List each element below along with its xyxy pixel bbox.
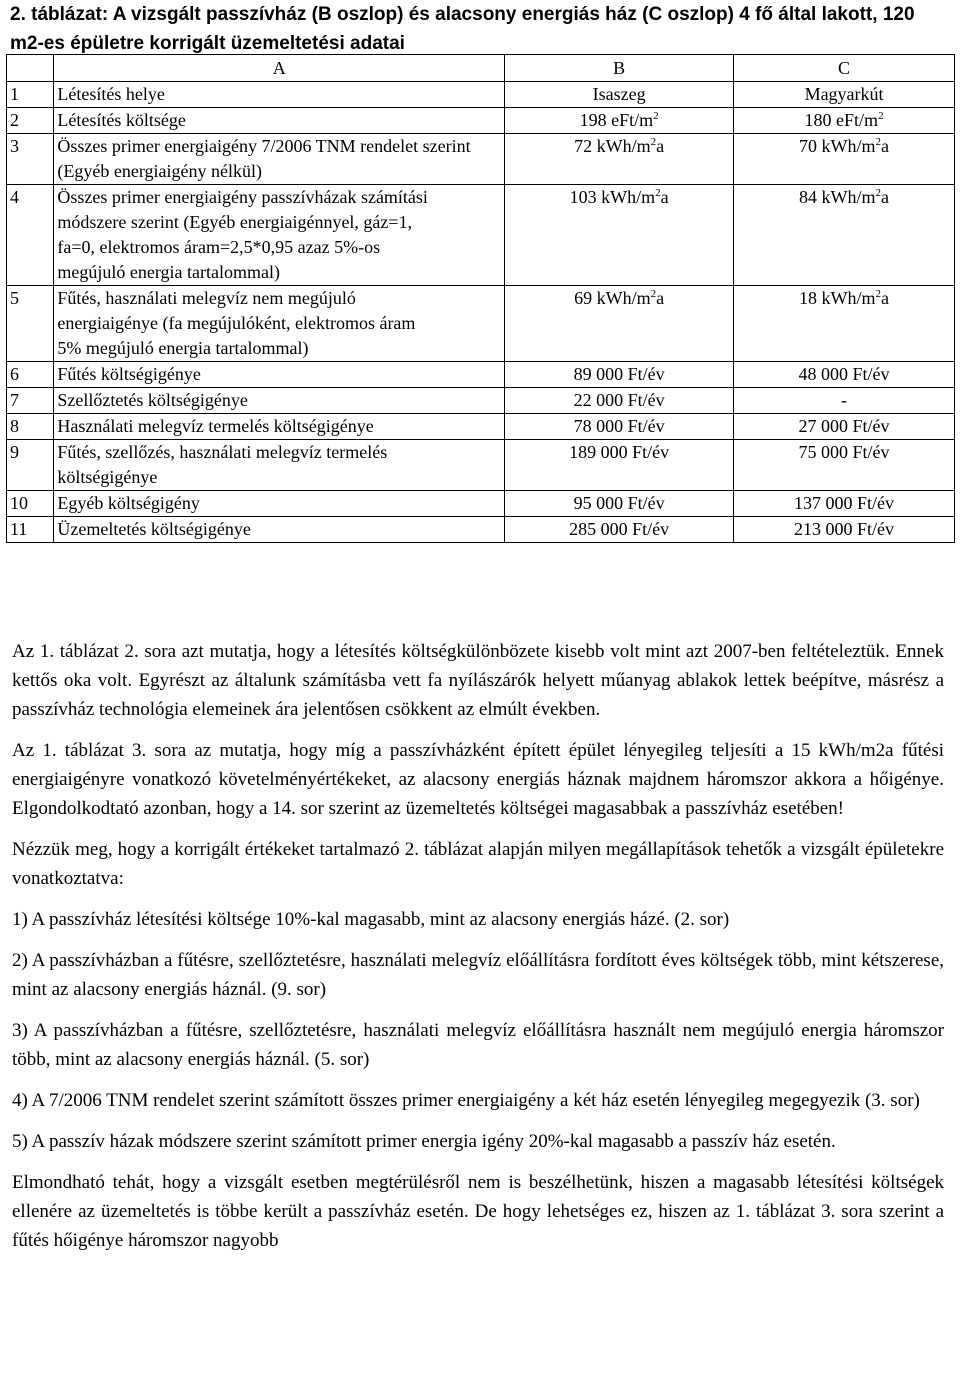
table-row bbox=[7, 440, 955, 491]
body-text bbox=[12, 637, 944, 1267]
table-row bbox=[7, 414, 955, 440]
value-c: 48 000 Ft/év bbox=[734, 362, 955, 388]
value-b: 22 000 Ft/év bbox=[505, 388, 734, 414]
row-number: 3 bbox=[7, 134, 54, 185]
paragraph: 3) A passzívházban a fűtésre, szellőztetésre, használati melegvíz előállításra használt nem megújuló energia háromszor több, mint az alacsony energiás háznál. (5. sor) bbox=[12, 1020, 944, 1070]
row-label: Fűtés költségigénye bbox=[54, 362, 505, 388]
value-b: 69 kWh/$m^2a$ bbox=[505, 286, 734, 362]
value-c: 70 kWh/$m^2a$ bbox=[734, 134, 955, 185]
value-c: 27 000 Ft/év bbox=[734, 414, 955, 440]
value-c: 137 000 Ft/év bbox=[734, 491, 955, 517]
value-b: 89 000 Ft/év bbox=[505, 362, 734, 388]
table-row bbox=[7, 517, 955, 543]
value-b: 285 000 Ft/év bbox=[505, 517, 734, 543]
table-header-row bbox=[7, 55, 955, 82]
paragraph: Nézzük meg, hogy a korrigált értékeket tartalmazó 2. táblázat alapján milyen megállapítások tehetők a vizsgált épületekre vonatkoztatva: bbox=[12, 839, 944, 889]
row-number: 4 bbox=[7, 185, 54, 286]
value-c: 213 000 Ft/év bbox=[734, 517, 955, 543]
value-b: 103 kWh/$m^2a$ bbox=[505, 185, 734, 286]
row-number: 1 bbox=[7, 82, 54, 108]
paragraph: Elmondható tehát, hogy a vizsgált esetben megtérülésről nem is beszélhetünk, hiszen a magasabb létesítési költségek ellenére az üzemeltetés is többe került a passzívház esetén. De hogy lehetséges ez, hiszen az 1. táblázat 3. sora szerint a fűtés hőigénye háromszor nagyobb bbox=[12, 1172, 944, 1251]
row-number: 2 bbox=[7, 108, 54, 134]
value-b: 95 000 Ft/év bbox=[505, 491, 734, 517]
row-label: Egyéb költségigény bbox=[54, 491, 505, 517]
row-label: Létesítés helye bbox=[54, 82, 505, 108]
paragraph: Az 1. táblázat 2. sora azt mutatja, hogy a létesítés költségkülönbözete kisebb volt mint azt 2007-ben feltételeztük. Ennek kettős oka volt. Egyrészt az általunk számításba vett fa nyílászárók helyett műanyag ablakok lettek beépítve, másrész a passzívház technológia elemeinek ára jelentősen csökkent az elmúlt években. bbox=[12, 641, 944, 720]
table-row bbox=[7, 362, 955, 388]
value-b: 189 000 Ft/év bbox=[505, 440, 734, 491]
value-c: 75 000 Ft/év bbox=[734, 440, 955, 491]
table-row bbox=[7, 134, 955, 185]
value-c: - bbox=[734, 388, 955, 414]
row-label: Összes primer energiaigény passzívházak számítási módszere szerint (Egyéb energiaigénnyel, gáz=1, fa=0, elektromos áram=2,5*0,95 azaz 5%-os megújuló energia tartalommal) bbox=[54, 185, 505, 286]
header-b: B bbox=[505, 55, 734, 82]
row-number: 8 bbox=[7, 414, 54, 440]
row-label: Létesítés költsége bbox=[54, 108, 505, 134]
value-c: 18 kWh/$m^2a$ bbox=[734, 286, 955, 362]
data-table bbox=[6, 54, 955, 543]
value-c: Magyarkút bbox=[734, 82, 955, 108]
paragraph: 4) A 7/2006 TNM rendelet szerint számított összes primer energiaigény a két ház esetén lényegileg megegyezik (3. sor) bbox=[12, 1090, 920, 1111]
value-b: 78 000 Ft/év bbox=[505, 414, 734, 440]
header-c: C bbox=[734, 55, 955, 82]
row-label: Fűtés, szellőzés, használati melegvíz termelés költségigénye bbox=[54, 440, 505, 491]
table-row bbox=[7, 82, 955, 108]
row-label: Szellőztetés költségigénye bbox=[54, 388, 505, 414]
value-b: 72 kWh/$m^2a$ bbox=[505, 134, 734, 185]
row-label: Használati melegvíz termelés költségigénye bbox=[54, 414, 505, 440]
value-c: 84 kWh/$m^2a$ bbox=[734, 185, 955, 286]
row-number: 11 bbox=[7, 517, 54, 543]
row-label: Összes primer energiaigény 7/2006 TNM rendelet szerint (Egyéb energiaigény nélkül) bbox=[54, 134, 505, 185]
paragraph: Az 1. táblázat 3. sora az mutatja, hogy míg a passzívházként épített épület lényegileg teljesíti a 15 kWh/m2a fűtési energiaigényre vonatkozó követelményértékeket, az alacsony energiás háznak majdnem háromszor akkora a hőigénye. Elgondolkodtató azonban, hogy a 14. sor szerint az üzemeltetés költségei magasabbak a passzívház esetében! bbox=[12, 740, 944, 819]
value-b: 198 eFt/$m^2$ bbox=[505, 108, 734, 134]
table-row bbox=[7, 108, 955, 134]
row-number: 7 bbox=[7, 388, 54, 414]
table-caption: 2. táblázat: A vizsgált passzívház (B oszlop) és alacsony energiás ház (C oszlop) 4 fő által lakott, 120 m2-es épületre korrigált üzemeltetési adatai bbox=[10, 4, 915, 54]
paragraph: 5) A passzív házak módszere szerint számított primer energia igény 20%-kal magasabb a passzív ház esetén. bbox=[12, 1131, 836, 1152]
paragraph: 2) A passzívházban a fűtésre, szellőztetésre, használati melegvíz előállításra fordított éves költségek több, mint kétszerese, mint az alacsony energiás háznál. (9. sor) bbox=[12, 950, 944, 1000]
header-empty-cell bbox=[7, 55, 54, 82]
table-row bbox=[7, 491, 955, 517]
table-row bbox=[7, 286, 955, 362]
row-label: Üzemeltetés költségigénye bbox=[54, 517, 505, 543]
row-number: 6 bbox=[7, 362, 54, 388]
paragraph: 1) A passzívház létesítési költsége 10%-kal magasabb, mint az alacsony energiás házé. (2. sor) bbox=[12, 909, 730, 930]
row-number: 10 bbox=[7, 491, 54, 517]
row-number: 5 bbox=[7, 286, 54, 362]
header-a: A bbox=[54, 55, 505, 82]
value-b: Isaszeg bbox=[505, 82, 734, 108]
row-number: 9 bbox=[7, 440, 54, 491]
table-row bbox=[7, 388, 955, 414]
row-label: Fűtés, használati melegvíz nem megújuló energiaigénye (fa megújulóként, elektromos áram 5% megújuló energia tartalommal) bbox=[54, 286, 505, 362]
value-c: 180 eFt/$m^2$ bbox=[734, 108, 955, 134]
table-row bbox=[7, 185, 955, 286]
